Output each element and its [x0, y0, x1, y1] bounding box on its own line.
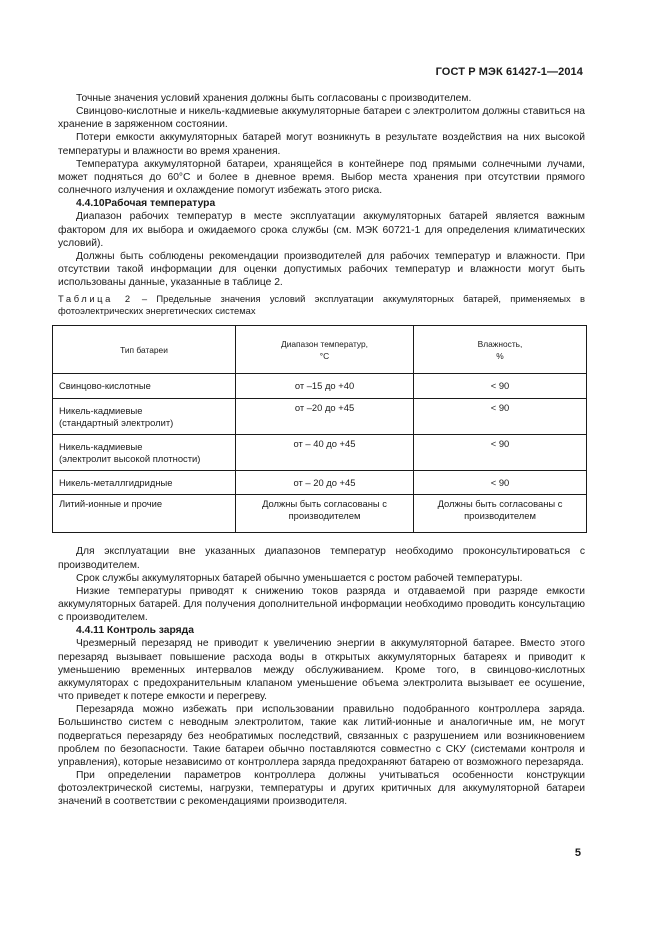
cell-type: Литий-ионные и прочие: [53, 495, 236, 533]
cell-humidity: Должны быть согласованы с производителем: [414, 495, 587, 533]
table-header-row: [53, 326, 587, 374]
section-heading-4-4-10: 4.4.10Рабочая температура: [76, 198, 216, 210]
table-row: [53, 435, 587, 471]
paragraph: Срок службы аккумуляторных батарей обычно уменьшается с ростом рабочей температуры.: [76, 572, 523, 584]
operating-conditions-table: [52, 325, 587, 533]
cell-humidity: < 90: [414, 435, 587, 471]
paragraph: Перезаряда можно избежать при использовании правильно подобранного контроллера заряда. Большинство систем с неводным электролитом, такие как литий-ионные и аналогичные им, не могут подвергаться перезаряду без необратимых последствий, связанных с разрушением или возникновением проблем по безопасности. Такие батареи обычно поставляются совместно с СКУ (системами контроля и управления), которые независимо от контроллера заряда предохраняют батарею от возможного перезаряда.: [58, 704, 585, 768]
cell-type: Никель-кадмиевые (электролит высокой плотности): [53, 435, 236, 471]
table-row: [53, 399, 587, 435]
cell-type: Никель-металлгидридные: [53, 471, 236, 495]
cell-type: Свинцово-кислотные: [53, 374, 236, 399]
cell-temperature: от –15 до +40: [236, 374, 414, 399]
cell-temperature: от –20 до +45: [236, 399, 414, 435]
table-row: [53, 374, 587, 399]
cell-temperature: от – 40 до +45: [236, 435, 414, 471]
body-text: [58, 92, 585, 808]
cell-humidity: < 90: [414, 471, 587, 495]
table-row: [53, 471, 587, 495]
cell-temperature: Должны быть согласованы с производителем: [236, 495, 414, 533]
table-caption-text: – Предельные значения условий эксплуатации аккумуляторных батарей, применяемых в фотоэлектрических энергетических системах: [58, 293, 585, 317]
paragraph: Должны быть соблюдены рекомендации производителей для рабочих температур и влажности. При отсутствии такой информации для оценки допустимых рабочих температур и влажности могут быть использованы данные, указанные в таблице 2.: [58, 250, 585, 289]
paragraph: Низкие температуры приводят к снижению токов разряда и отдаваемой при разряде емкости аккумуляторных батарей. Для получения дополнительной информации необходимо проводить консультацию с производителем.: [58, 585, 585, 624]
column-header-type: Тип батареи: [53, 326, 236, 374]
section-heading-4-4-11: 4.4.11 Контроль заряда: [76, 625, 194, 637]
table-caption: [58, 293, 585, 317]
paragraph: Для эксплуатации вне указанных диапазонов температур необходимо проконсультироваться с производителем.: [58, 546, 585, 571]
table-caption-prefix: Таблица 2: [58, 293, 133, 305]
paragraph: Чрезмерный перезаряд не приводит к увеличению энергии в аккумуляторной батарее. Вместо этого перезаряд вызывает повышение расхода воды в открытых аккумуляторных батареях и приводит к уменьшению временных интервалов между обслуживанием. Кроме того, в свинцово-кислотных аккумуляторах с предохранительным клапаном уменьшение объема электролита вызывает ее осушение, что приведет к потере емкости и перегреву.: [58, 638, 585, 703]
cell-humidity: < 90: [414, 399, 587, 435]
document-code: ГОСТ Р МЭК 61427-1—2014: [435, 66, 583, 78]
page-number: 5: [574, 847, 581, 859]
paragraph: Температура аккумуляторной батареи, хранящейся в контейнере под прямыми солнечными лучами, может подняться до 60°С и более в дневное время. Выбор места хранения при отсутствии прямого солнечного излучения и охлаждение помогут избежать этого риска.: [58, 158, 585, 197]
paragraph: Потери емкости аккумуляторных батарей могут возникнуть в результате воздействия на них высокой температуры и влажности во время хранения.: [58, 132, 585, 157]
cell-type: Никель-кадмиевые (стандартный электролит): [53, 399, 236, 435]
column-header-humidity: Влажность, %: [414, 326, 587, 374]
cell-temperature: от – 20 до +45: [236, 471, 414, 495]
column-header-temperature: Диапазон температур, °С: [236, 326, 414, 374]
paragraph: Точные значения условий хранения должны быть согласованы с производителем.: [76, 93, 472, 104]
paragraph: Свинцово-кислотные и никель-кадмиевые аккумуляторные батареи с электролитом должны ставиться на хранение в заряженном состоянии.: [58, 106, 585, 131]
table-row: [53, 495, 587, 533]
paragraph: Диапазон рабочих температур в месте эксплуатации аккумуляторных батарей является важным фактором для их выбора и ожидаемого срока службы (см. МЭК 60721-1 для определения климатических условий).: [58, 211, 585, 249]
paragraph: При определении параметров контроллера должны учитываться особенности конструкции фотоэлектрической системы, нагрузки, температуры и других критичных для аккумуляторной батареи значений в соответствии с рекомендациями производителя.: [58, 770, 585, 808]
cell-humidity: < 90: [414, 374, 587, 399]
